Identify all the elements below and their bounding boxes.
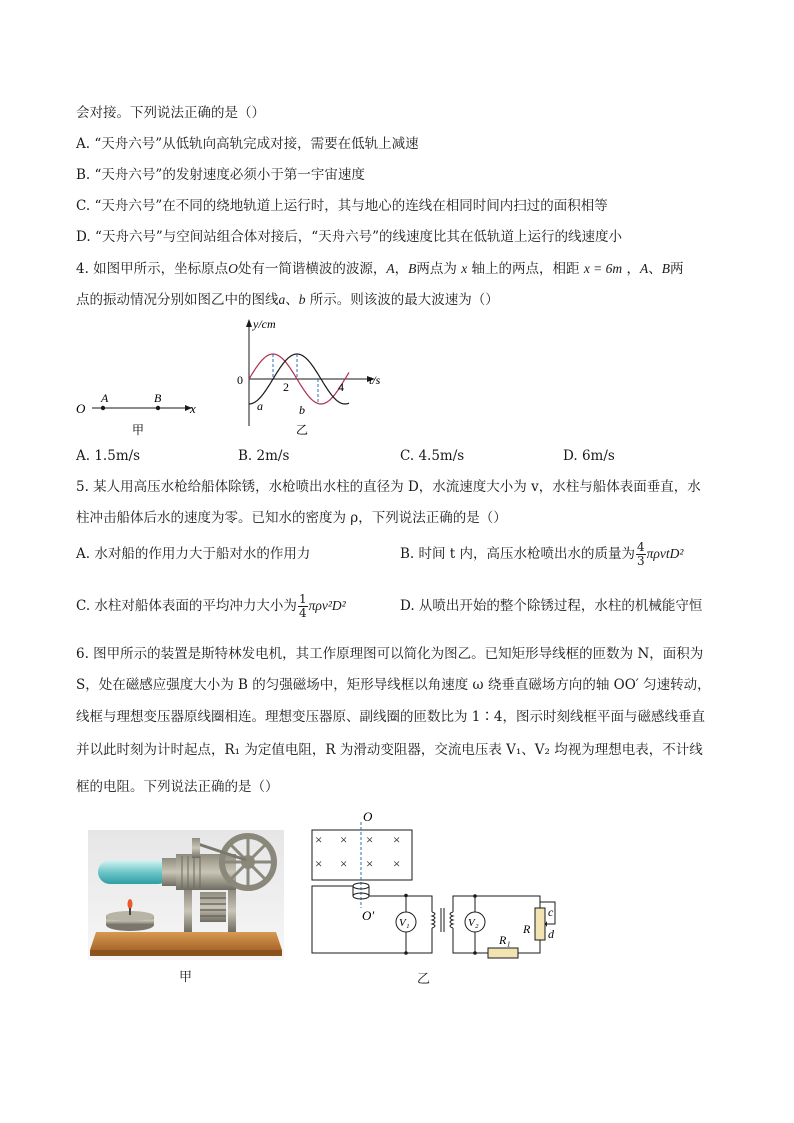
curve-b-label: b [299,403,305,417]
svg-text:×: × [340,832,348,847]
q4-figure-yi [230,314,400,439]
point-b-label: B [154,391,162,405]
q5-option-a: A. 水对船的作用力大于船对水的作用力 [76,546,311,562]
primary-wire-right [369,896,432,912]
y-axis-label: y/cm [253,317,276,331]
option-key: C. [76,198,91,214]
q3-option-d [76,228,622,246]
tick-2-label: 2 [283,380,289,394]
figure-caption-jia: 甲 [179,970,193,985]
option-key: B. [76,167,91,183]
origin-label: 0 [237,373,243,387]
svg-text:×: × [393,832,401,847]
q5-stem-line1: 5. 某人用高压水枪给船体除锈，水枪喷出水柱的直径为 D，水流速度大小为 v，水柱与船体表面垂直，水 [76,479,701,495]
q6-circuit-diagram [300,808,575,980]
voltmeter-v2-label: V₂ [468,917,479,929]
origin-label: O [76,401,86,416]
secondary-wire-top [453,896,540,912]
q4-option-d: D. 6m/s [563,448,615,464]
y-arrow-icon [246,319,252,327]
svg-text:×: × [315,856,323,871]
option-key: A. [76,136,91,152]
q4-option-a: A. 1.5m/s [76,448,141,464]
q5-option-c: C. 水柱对船体表面的平均冲力大小为 $\frac{1}{4}$ πρv²D² [76,592,346,620]
voltmeter-v1-label: V₁ [399,917,410,929]
option-text: “天舟六号”在不同的绕地轨道上运行时，其与地心的连线在相同时间内扫过的面积相等 [94,198,608,214]
q4-stem-line1: 4. 如图甲所示，坐标原点O处有一简谐横波的波源，A，B两点为 x 轴上的两点，相距 x = 6m ，A、B两 [76,261,684,277]
q6-stem-line5: 框的电阻。下列说法正确的是（） [76,779,279,795]
q6-stem-line2: S，处在磁感应强度大小为 B 的匀强磁场中，矩形导线框以角速度 ω 绕垂直磁场方向的轴 OO′ 匀速转动， [76,677,711,693]
q3-option-a [76,135,419,153]
q5-option-d: D. 从喷出开始的整个除锈过程，水柱的机械能守恒 [400,598,703,614]
q3-stem-tail: 会对接。下列说法正确的是（） [76,105,265,121]
primary-coil-icon [432,912,435,928]
terminal-c-label: c [548,905,554,919]
terminal-d-label: d [548,927,554,941]
x-label: x [190,401,196,416]
q6-stem-line4: 并以此时刻为计时起点，R₁ 为定值电阻，R 为滑动变阻器，交流电压表 V₁、V₂ 均视为理想电表，不计线 [76,742,703,758]
svg-text:×: × [315,832,323,847]
q5-stem-line2: 柱冲击船体后水的速度为零。已知水的密度为 ρ，下列说法正确的是（） [76,510,507,526]
secondary-coil-icon [450,912,453,928]
option-text: “天舟六号”的发射速度必须小于第一宇宙速度 [94,167,365,183]
option-text: “天舟六号”与空间站组合体对接后，“天舟六号”的线速度比其在低轨道上运行的线速度小 [94,229,623,245]
svg-text:×: × [340,856,348,871]
point-a-dot [101,406,105,410]
q3-option-c [76,197,608,215]
svg-text:×: × [366,856,374,871]
q4-option-c: C. 4.5m/s [400,448,465,464]
curve-a-label: a [257,399,263,413]
rheostat-r-label: R [523,922,531,936]
figure-caption: 甲 [132,423,145,437]
stirling-generator-photo [88,830,284,960]
tick-4-label: 4 [338,380,344,394]
fraction: $\frac{1}{4}$ [298,592,307,620]
point-b-dot [156,406,160,410]
q5-option-b: B. 时间 t 内，高压水枪喷出水的质量为 $\frac{4}{3}$ πρvtD² [400,540,684,568]
axis-label-o-prime: O′ [362,908,375,923]
q4-option-b: B. 2m/s [238,448,290,464]
resistor-r1-label: R₁ [499,933,511,947]
q4-figure-jia [70,385,210,440]
svg-text:×: × [366,832,374,847]
rheostat-r-icon [535,908,545,940]
fraction: $\frac{4}{3}$ [637,540,645,568]
q3-option-b [76,166,365,184]
q6-stem-line1: 6. 图甲所示的装置是斯特林发电机，其工作原理图可以简化为图乙。已知矩形导线框的匝数为 N，面积为 [76,646,704,662]
secondary-wire-bottom [453,928,488,953]
figure-caption: 乙 [296,423,309,437]
svg-text:×: × [393,856,401,871]
t-axis-label: t/s [369,373,381,387]
resistor-r1-icon [488,948,518,958]
q6-stem-line3: 线框与理想变压器原线圈相连。理想变压器原、副线圈的匝数比为 1∶4，图示时刻线框平面与磁感线垂直 [76,709,705,725]
figure-caption-yi: 乙 [417,972,431,987]
option-key: D. [76,229,91,245]
option-text: “天舟六号”从低轨向高轨完成对接，需要在低轨上减速 [94,136,419,152]
point-a-label: A [101,391,109,405]
q4-stem-line2: 点的振动情况分别如图乙中的图线a、b 所示。则该波的最大波速为（） [76,292,499,308]
axis-label-o: O [363,809,373,824]
